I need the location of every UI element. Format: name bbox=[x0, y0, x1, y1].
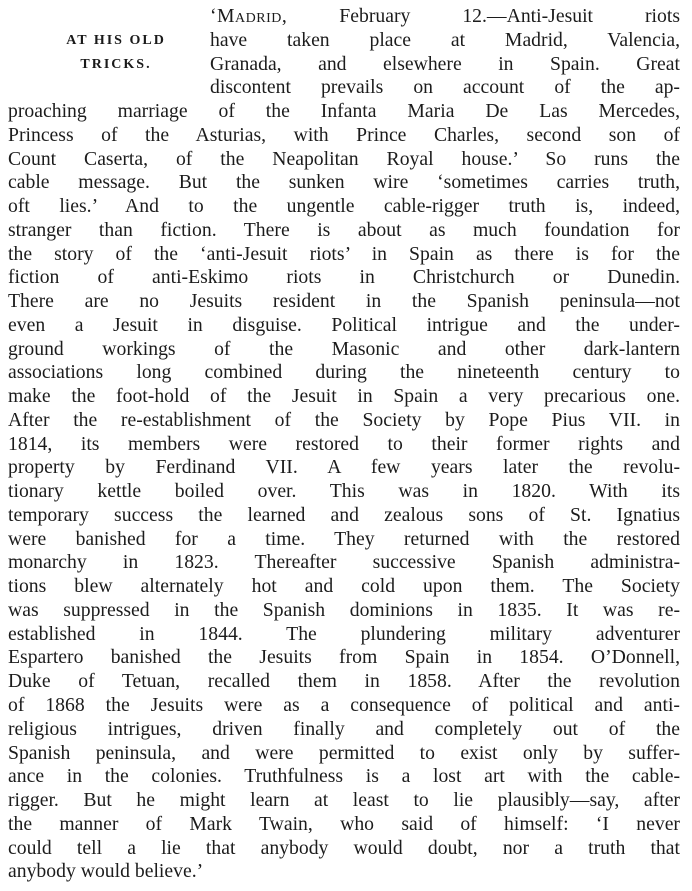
article-line: could tell a lie that anybody would doubt, nor a truth that bbox=[8, 836, 680, 859]
article-line: temporary success the learned and zealous sons of St. Ignatius bbox=[8, 503, 680, 526]
article-line: have taken place at Madrid, Valencia, bbox=[210, 28, 680, 51]
article-line: cable message. But the sunken wire ‘sometimes carries truth, bbox=[8, 171, 680, 194]
article-line: tionary kettle boiled over. This was in 1820. With its bbox=[8, 480, 680, 503]
article-line: anybody would believe.’ bbox=[8, 860, 204, 883]
side-heading-line: AT HIS OLD bbox=[66, 32, 166, 48]
article-line: 1814, its members were restored to their former rights and bbox=[8, 432, 680, 455]
article-line: ance in the colonies. Truthfulness is a lost art with the cable- bbox=[8, 765, 680, 788]
article-lead-word: ‘Madrid, bbox=[210, 5, 288, 27]
article-line: rigger. But he might learn at least to lie plausibly—say, after bbox=[8, 789, 680, 811]
article-line: were banished for a time. They returned with the restored bbox=[8, 527, 680, 550]
article-line: Granada, and elsewhere in Spain. Great bbox=[210, 52, 680, 75]
article-line: proaching marriage of the Infanta Maria De Las Mercedes, bbox=[8, 100, 680, 122]
article-line: There are no Jesuits resident in the Spanish peninsula—not bbox=[8, 290, 680, 313]
article-line: stranger than fiction. There is about as much foundation for bbox=[8, 218, 680, 241]
article-line: property by Ferdinand VII. A few years later the revolu- bbox=[8, 456, 680, 479]
article-line: Spanish peninsula, and were permitted to exist only by suffer- bbox=[8, 741, 680, 764]
side-heading bbox=[28, 29, 204, 77]
article-line: ground workings of the Masonic and other dark-lantern bbox=[8, 337, 680, 360]
article-line-text: February 12.—Anti-Jesuit riots bbox=[287, 5, 680, 27]
article-line: was suppressed in the Spanish dominions in 1835. It was re- bbox=[8, 598, 680, 621]
article-line: the manner of Mark Twain, who said of himself: ‘I never bbox=[8, 812, 680, 835]
article-line: oft lies.’ And to the ungentle cable-rigger truth is, indeed, bbox=[8, 195, 680, 218]
article-line: tions blew alternately hot and cold upon them. The Society bbox=[8, 575, 680, 598]
article-line: Espartero banished the Jesuits from Spain in 1854. O’Donnell, bbox=[8, 646, 680, 669]
article-line: the story of the ‘anti-Jesuit riots’ in Spain as there is for the bbox=[8, 242, 680, 265]
article-line: make the foot-hold of the Jesuit in Spain a very precarious one. bbox=[8, 385, 680, 408]
article-line: established in 1844. The plundering military adventurer bbox=[8, 622, 680, 645]
article-line: Princess of the Asturias, with Prince Charles, second son of bbox=[8, 123, 680, 146]
article-line: After the re-establishment of the Society by Pope Pius VII. in bbox=[8, 408, 680, 431]
side-heading-line: TRICKS. bbox=[80, 56, 152, 72]
article-line: monarchy in 1823. Thereafter successive Spanish administra- bbox=[8, 551, 680, 574]
article-line: Count Caserta, of the Neapolitan Royal house.’ So runs the bbox=[8, 147, 680, 170]
article-line: of 1868 the Jesuits were as a consequence of political and anti- bbox=[8, 693, 680, 716]
article-line: even a Jesuit in disguise. Political intrigue and the under- bbox=[8, 313, 680, 336]
article-line: religious intrigues, driven finally and completely out of the bbox=[8, 717, 680, 740]
article-line: fiction of anti-Eskimo riots in Christchurch or Dunedin. bbox=[8, 266, 680, 289]
article-line: associations long combined during the nineteenth century to bbox=[8, 361, 680, 384]
article-line: discontent prevails on account of the ap- bbox=[210, 76, 680, 99]
article-line bbox=[210, 5, 680, 29]
article-line: Duke of Tetuan, recalled them in 1858. After the revolution bbox=[8, 670, 680, 693]
